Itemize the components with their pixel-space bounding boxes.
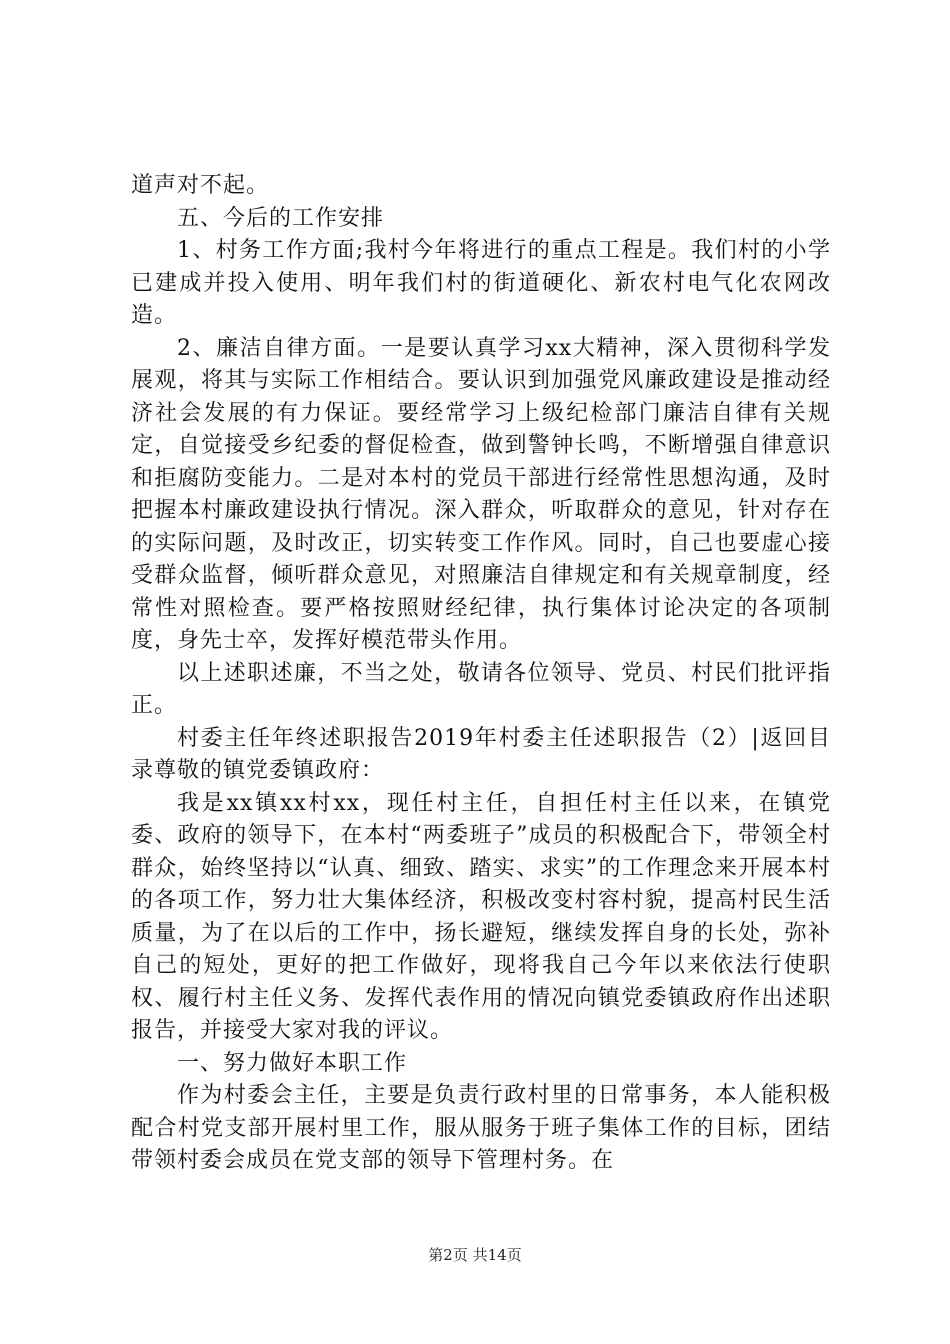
paragraph: 1、村务工作方面;我村今年将进行的重点工程是。我们村的小学已建成并投入使用、明年我们村的街道硬化、新农村电气化农网改造。 xyxy=(131,238,831,328)
paragraph: 2、廉洁自律方面。一是要认真学习xx大精神，深入贯彻科学发展观，将其与实际工作相结合。要认识到加强党风廉政建设是推动经济社会发展的有力保证。要经常学习上级纪检部门廉洁自律有关规定，自觉接受乡纪委的督促检查，做到警钟长鸣，不断增强自律意识和拒腐防变能力。二是对本村的党员干部进行经常性思想沟通，及时把握本村廉政建设执行情况。深入群众，听取群众的意见，针对存在的实际问题，及时改正，切实转变工作作风。同时，自己也要虚心接受群众监督，倾听群众意见，对照廉洁自律规定和有关规章制度，经常性对照检查。要严格按照财经纪律，执行集体讨论决定的各项制度，身先士卒，发挥好模范带头作用。 xyxy=(131,335,831,653)
section-heading: 五、今后的工作安排 xyxy=(177,205,385,231)
paragraph: 作为村委会主任，主要是负责行政村里的日常事务，本人能积极配合村党支部开展村里工作，服从服务于班子集体工作的目标，团结带领村委会成员在党支部的领导下管理村务。在 xyxy=(131,1083,831,1173)
paragraph: 我是xx镇xx村xx，现任村主任，自担任村主任以来，在镇党委、政府的领导下，在本村“两委班子”成员的积极配合下，带领全村群众，始终坚持以“认真、细致、踏实、求实”的工作理念来开展本村的各项工作，努力壮大集体经济，积极改变村容村貌，提高村民生活质量，为了在以后的工作中，扬长避短，继续发挥自身的长处，弥补自己的短处，更好的把工作做好，现将我自己今年以来依法行使职权、履行村主任义务、发挥代表作用的情况向镇党委镇政府作出述职报告，并接受大家对我的评议。 xyxy=(131,790,831,1043)
page-number-footer: 第2页 共14页 xyxy=(428,1246,522,1264)
paragraph: 道声对不起。 xyxy=(131,173,270,198)
paragraph: 村委主任年终述职报告2019年村委主任述职报告（2）|返回目录尊敬的镇党委镇政府： xyxy=(131,725,831,783)
document-body xyxy=(131,170,831,1178)
paragraph: 以上述职述廉，不当之处，敬请各位领导、党员、村民们批评指正。 xyxy=(131,660,831,718)
section-heading: 一、努力做好本职工作 xyxy=(177,1050,408,1076)
